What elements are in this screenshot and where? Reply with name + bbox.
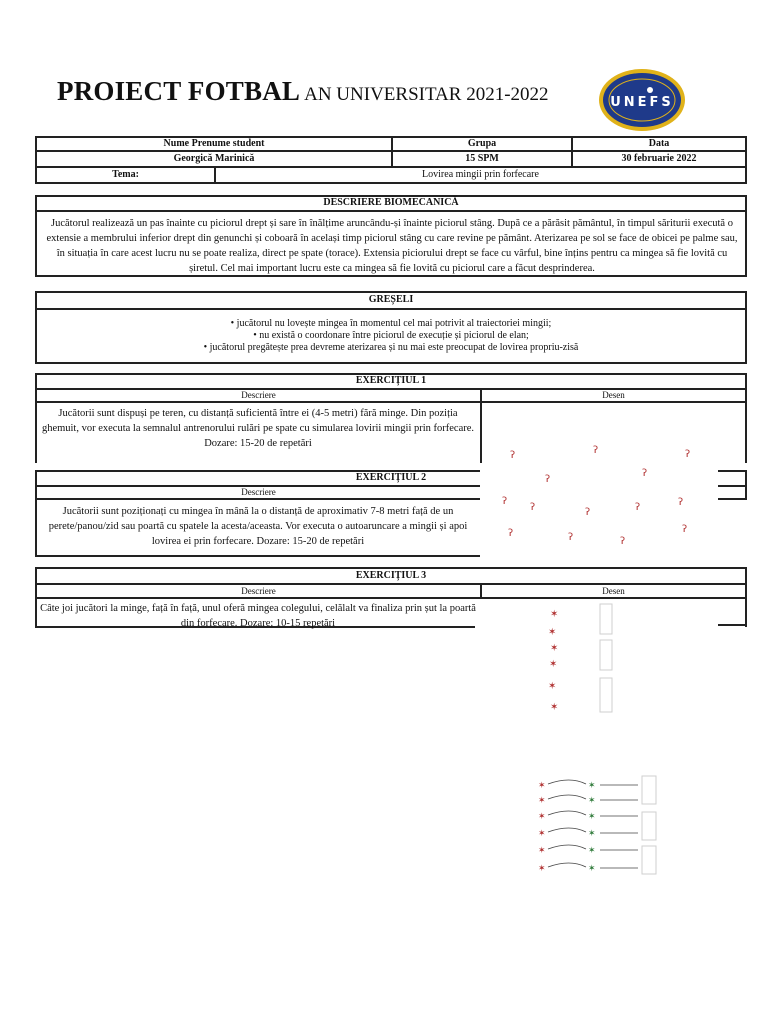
ex3-text: Câte joi jucători la minge, față în față, unul oferă mingea colegului, celălalt va finaliza prin șut la poartă din forfecare. Dozare: 10-15 repetări [40, 603, 476, 629]
ex2-text: Jucătorii sunt poziționați cu mingea în mână la o distanță de aproximativ 7-8 metri față de un perete/panou/zid sau poartă cu spatele la acesta/aceasta. Vor executa o autoaruncare a mingii și apoi lovirea ei prin forfecare. Dozare: 15-20 de repetări [48, 506, 468, 547]
svg-text:✶: ✶ [548, 681, 557, 692]
svg-text:✶: ✶ [588, 864, 596, 874]
svg-text:ʔ: ʔ [593, 445, 599, 456]
page-title [57, 76, 549, 107]
student-label: Nume Prenume student [163, 138, 265, 149]
svg-text:✶: ✶ [588, 846, 596, 856]
greseli-title: GREȘELI [368, 294, 414, 305]
svg-text:✶: ✶ [588, 781, 596, 791]
svg-text:ʔ: ʔ [585, 507, 591, 518]
ex3-desc-header: Descriere [241, 586, 276, 596]
group-label: Grupa [467, 138, 497, 149]
svg-text:✶: ✶ [550, 643, 559, 654]
title-main: PROIECT FOTBAL [57, 76, 301, 106]
ex2-desc-header: Descriere [241, 487, 276, 497]
svg-text:✶: ✶ [550, 609, 559, 620]
greseli-item-1: • jucătorul nu lovește mingea în momentul cel mai potrivit al traiectoriei mingii; [230, 318, 552, 329]
date-label: Data [648, 138, 670, 149]
ex1-desc-header: Descriere [241, 390, 276, 400]
biomec-text: Jucătorul realizează un pas înainte cu piciorul drept și sare în înălțime aruncându-și înainte piciorul stâng. După ce a părăsit pământul, în timpul săriturii execută o extensie a membrului inferior drept din genunchi și coboară în același timp piciorul stâng cu care revine pe pământ. Aterizarea pe sol se face de obicei pe palme sau, în situația în care acest lucru nu se poate realiza, direct pe spate (torace). Extensia piciorului drept se face cu vârful, bine înțins pentru ca mingea să fie lovită cu șiretul. Cel mai important lucru este ca mingea să fie lovită cu piciorul care a făcut desprinderea. [46, 218, 738, 274]
svg-text:ʔ: ʔ [620, 536, 626, 547]
logo-text: UNEFS [610, 95, 674, 110]
svg-text:ʔ: ʔ [545, 474, 551, 485]
svg-text:ʔ: ʔ [530, 502, 536, 513]
date-value: 30 februarie 2022 [621, 153, 697, 164]
tema-value: Lovirea mingii prin forfecare [422, 169, 539, 180]
greseli-item-3: • jucătorul pregătește prea devreme aterizarea și nu mai este preocupat de lovirea propriu-zisă [203, 342, 579, 353]
svg-text:ʔ: ʔ [682, 524, 688, 535]
ex3-draw-header: Desen [602, 586, 625, 596]
svg-text:✶: ✶ [588, 829, 596, 839]
svg-text:ʔ: ʔ [568, 532, 574, 543]
svg-text:✶: ✶ [588, 812, 596, 822]
svg-text:✶: ✶ [588, 796, 596, 806]
ex3-drawing [530, 600, 730, 890]
ex1-text: Jucătorii sunt dispuși pe teren, cu distanță suficientă între ei (4-5 metri) fără minge. Din poziția ghemuit, vor executa la semnalul antrenorului rulări pe spate cu simularea lovirii mingii prin forfecare. Dozare: 15-20 de repetări [41, 408, 475, 449]
tema-label: Tema: [112, 169, 139, 180]
svg-text:✶: ✶ [538, 846, 546, 856]
svg-text:✶: ✶ [538, 796, 546, 806]
ex1-ex2-drawing [490, 440, 730, 550]
svg-text:ʔ: ʔ [635, 502, 641, 513]
ex1-title: EXERCIȚIUL 1 [355, 375, 427, 386]
ex3-title: EXERCIȚIUL 3 [355, 570, 427, 581]
svg-text:✶: ✶ [538, 812, 546, 822]
university-logo [598, 68, 686, 132]
svg-text:✶: ✶ [538, 864, 546, 874]
group-value: 15 SPM [465, 153, 499, 164]
ex2-title: EXERCIȚIUL 2 [355, 472, 427, 483]
svg-text:✶: ✶ [549, 659, 558, 670]
biomec-title: DESCRIERE BIOMECANICĂ [323, 197, 459, 208]
title-sub: AN UNIVERSITAR 2021-2022 [304, 84, 549, 105]
player-figure: ʔ [510, 450, 516, 461]
svg-text:ʔ: ʔ [502, 496, 508, 507]
svg-text:ʔ: ʔ [685, 449, 691, 460]
svg-text:ʔ: ʔ [508, 528, 514, 539]
svg-text:ʔ: ʔ [642, 468, 648, 479]
svg-text:✶: ✶ [550, 702, 559, 713]
ex1-draw-header: Desen [602, 390, 625, 400]
svg-text:✶: ✶ [538, 829, 546, 839]
svg-text:ʔ: ʔ [678, 497, 684, 508]
svg-text:✶: ✶ [548, 627, 557, 638]
svg-text:✶: ✶ [538, 781, 546, 791]
greseli-item-2: • nu există o coordonare între piciorul de execuție și piciorul de elan; [253, 330, 529, 341]
student-name: Georgică Marinică [173, 153, 255, 164]
